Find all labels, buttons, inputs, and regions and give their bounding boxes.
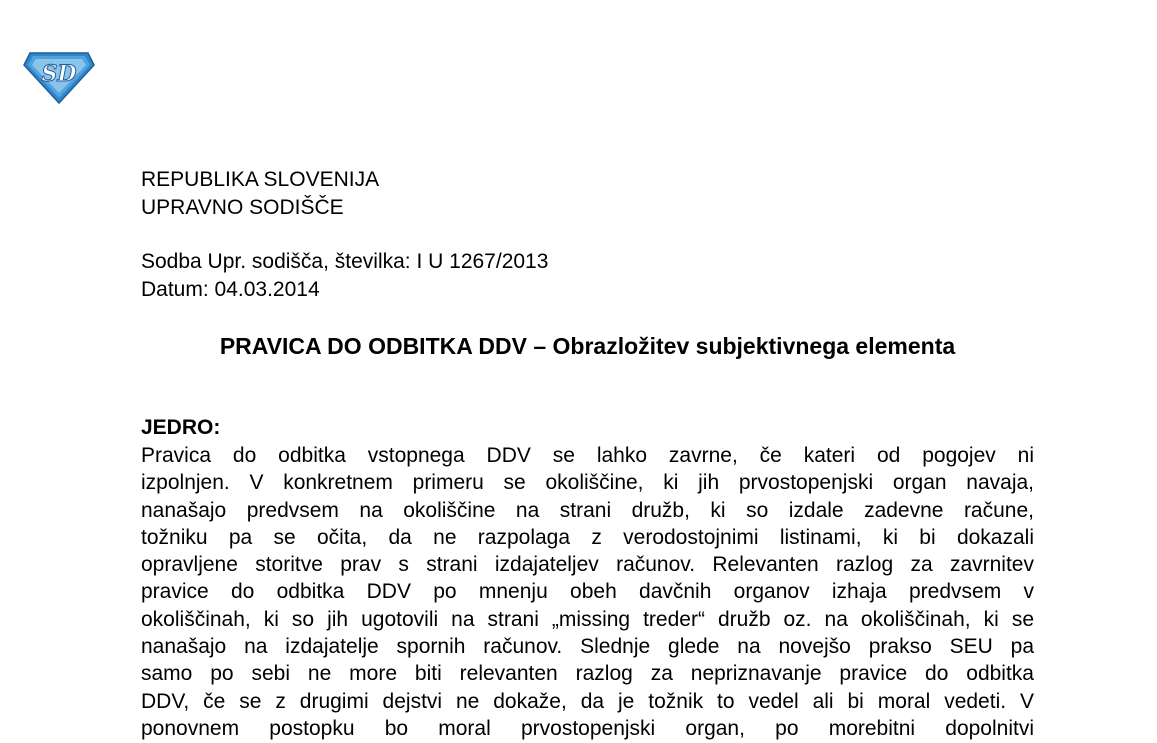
body-line: okoliščinah, ki so jih ugotovili na strani „missing treder“ družb oz. na okoliščinah, ki se [141, 607, 1034, 631]
body-line: nanašajo predvsem na okoliščine na strani družb, ki so izdale zadevne račune, [141, 498, 1034, 522]
svg-text:SD: SD [41, 61, 77, 87]
body-line: nanašajo na izdajatelje spornih računov. Slednje glede na novejšo prakso SEU pa [141, 635, 1034, 659]
body-line: izpolnjen. V konkretnem primeru se okoliščine, ki jih prvostopenjski organ navaja, [141, 471, 1034, 495]
body-line: ponovnem postopku bo moral prvostopenjski organ, po morebitni dopolnitvi [141, 716, 1034, 740]
case-meta [141, 248, 548, 304]
shield-logo-icon [22, 47, 96, 105]
body-line: Pravica do odbitka vstopnega DDV se lahko zavrne, če kateri od pogojev ni [141, 444, 1034, 467]
body-line: opravljene storitve prav s strani izdajateljev računov. Relevanten razlog za zavrnitev [141, 553, 1034, 577]
document-title: PRAVICA DO ODBITKA DDV – Obrazložitev subjektivnega elementa [219, 333, 956, 359]
institution-header [141, 166, 379, 222]
header-court: UPRAVNO SODIŠČE [141, 196, 344, 219]
body-line: samo po sebi ne more biti relevanten razlog za nepriznavanje pravice do odbitka [141, 662, 1034, 686]
body-paragraph [141, 442, 1034, 742]
body-line: tožniku pa se očita, da ne razpolaga z verodostojnimi listinami, ki bi dokazali [141, 525, 1034, 549]
body-line: DDV, če se z drugimi dejstvi ne dokaže, da je tožnik to vedel ali bi moral vedeti. V [141, 689, 1034, 713]
court-logo [22, 47, 96, 105]
header-country: REPUBLIKA SLOVENIJA [141, 168, 380, 191]
case-number: Sodba Upr. sodišča, številka: I U 1267/2013 [141, 250, 549, 273]
section-label-jedro: JEDRO: [141, 416, 221, 439]
case-date: Datum: 04.03.2014 [141, 278, 320, 301]
body-line: pravice do odbitka DDV po mnenju obeh davčnih organov izhaja predvsem v [141, 580, 1034, 604]
